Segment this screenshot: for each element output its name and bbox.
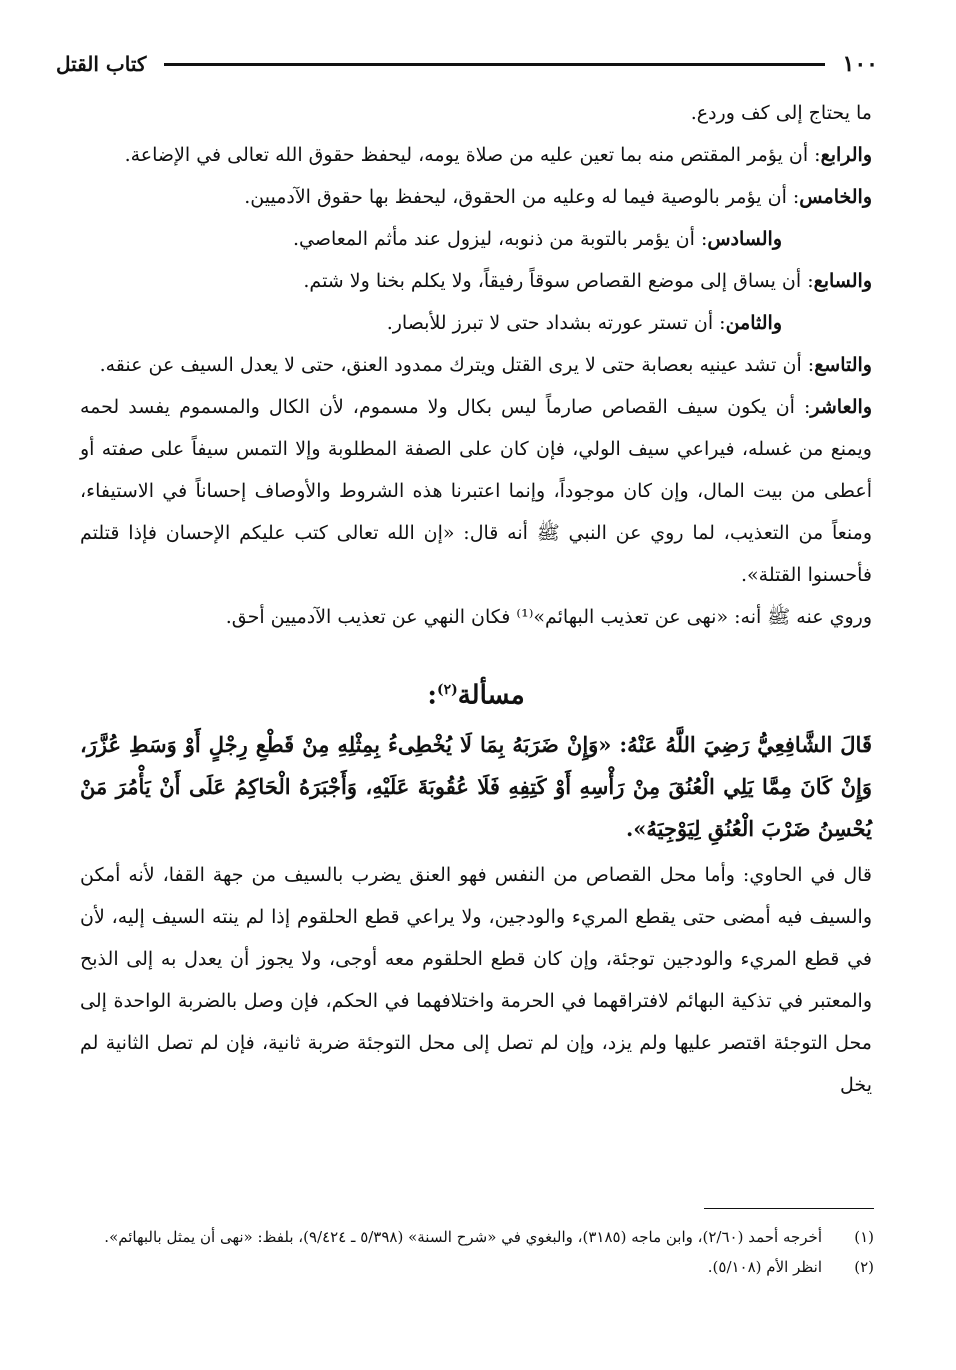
main-text <box>80 92 872 1106</box>
paragraph: والتاسع: أن تشد عينيه بعصابة حتى لا يرى القتل ويترك ممدود العنق، حتى لا يعدل السيف عن عنقه. <box>99 354 872 376</box>
footnote-text: أخرجه أحمد (٢/٦٠)، وابن ماجه (٣١٨٥)، والبغوي في «شرح السنة» (٥/٣٩٨ ـ ٩/٤٢٤)، بلفظ: «نهى أن يمثل بالبهائم». <box>104 1228 822 1246</box>
paragraph: والرابع: أن يؤمر المقتص منه بما تعين عليه من صلاة يومه، ليحفظ حقوق الله تعالى في الإضاعة. <box>124 144 872 166</box>
footnote <box>80 1252 874 1282</box>
book-title: كتاب القتل <box>56 52 147 76</box>
footnotes <box>80 1222 874 1282</box>
footnote <box>80 1222 874 1252</box>
masala-heading: مسألة$^{(٢)}$: <box>427 680 525 711</box>
footnote-rule <box>704 1208 874 1209</box>
footnote-text: انظر الأم (٥/١٠٨). <box>707 1258 822 1276</box>
paragraph: والخامس: أن يؤمر بالوصية فيما له وعليه من الحقوق، ليحفظ بها حقوق الآدميين. <box>244 186 872 208</box>
item-label: والرابع <box>820 144 872 166</box>
item-label: والخامس <box>799 186 872 208</box>
page-number: ١٠٠ <box>842 51 878 77</box>
footnote-number: (٢) <box>854 1258 874 1276</box>
footnote-number: (١) <box>854 1228 874 1246</box>
shafii-quote: قَالَ الشَّافِعِيُّ رَضِيَ اللَّهُ عَنْهُ: «وَإِنْ ضَرَبَهُ بِمَا لَا يُخْطِىءُ بِمِثْلِهِ مِنْ قَطْعِ رِجْلٍ أَوْ وَسَطِ عُزَّرَ، وَإِنْ كَانَ مِمَّا يَلِي الْعُنُقَ مِنْ رَأْسِهِ أَوْ كَتِفِهِ فَلَا عُقُوبَةَ عَلَيْهِ، وَأَجْبَرَهُ الْحَاكِمُ عَلَى أَنْ يَأْمُرَ مَنْ يُحْسِنُ ضَرْبَ الْعُنُقِ لِيَوْجِيَهُ». <box>80 731 872 841</box>
item-label: والسابع <box>813 270 872 292</box>
item-label: والتاسع <box>814 354 872 376</box>
paragraph: وروي عنه ﷺ أنه: «نهى عن تعذيب البهائم»⁽¹⁾ فكان النهي عن تعذيب الآدميين أحق. <box>225 606 872 628</box>
footnote-ref: (٢) <box>436 682 458 698</box>
commentary: قال في الحاوي: وأما محل القصاص من النفس فهو العنق يضرب بالسيف من جهة القفا، لأنه أمكن والسيف فيه أمضى حتى يقطع المريء والودجين، ولا يراعي قطع الحلقوم إذا لم ينته السيف إليه، لأن في قطع المريء والودجين توجئة، وإن كان قطع الحلقوم معه أوجى، ولا يجوز أن يعدل به إلى الذبح والمعتبر في تذكية البهائم لافتراقهما في الحرمة واختلافهما في الحكم، فإن وصل بالضربة الواحدة إلى محل التوجئة اقتصر عليها ولم يزد، وإن لم تصل إلى محل التوجئة ضربة ثانية، فإن لم تصل الثانية لم يخل <box>80 863 872 1096</box>
item-label: والعاشر <box>810 396 872 418</box>
paragraph: والعاشر: أن يكون سيف القصاص صارماً ليس بكال ولا مسموم، لأن الكال والمسموم يفسد لحمه ويمنع من غسله، فيراعي سيف الولي، فإن كان على الصفة المطلوبة وإلا التمس سيفاً على صفته أو أعطى من بيت المال، وإن كان موجوداً، وإنما اعتبرنا هذه الشروط والأوصاف إحساناً في الاستيفاء، ومنعاً من التعذيب، لما روي عن النبي ﷺ أنه قال: «إن الله تعالى كتب عليكم الإحسان فإذا قتلتم فأحسنوا القتلة». <box>80 396 872 586</box>
paragraph: والثامن: أن تستر عورته بشداد حتى لا تبرز للأبصار. <box>386 312 782 334</box>
paragraph: والسابع: أن يساق إلى موضع القصاص سوقاً رفيقاً، ولا يكلم بخنا ولا شتم. <box>303 270 872 292</box>
page-header <box>56 44 878 84</box>
header-rule <box>164 63 824 66</box>
paragraph: ما يحتاج إلى كف وردع. <box>690 102 872 124</box>
item-label: والثامن <box>725 312 782 334</box>
paragraph: والسادس: أن يؤمر بالتوبة من ذنوبه، ليزول عند مأثم المعاصي. <box>292 228 782 250</box>
item-label: والسادس <box>707 228 782 250</box>
